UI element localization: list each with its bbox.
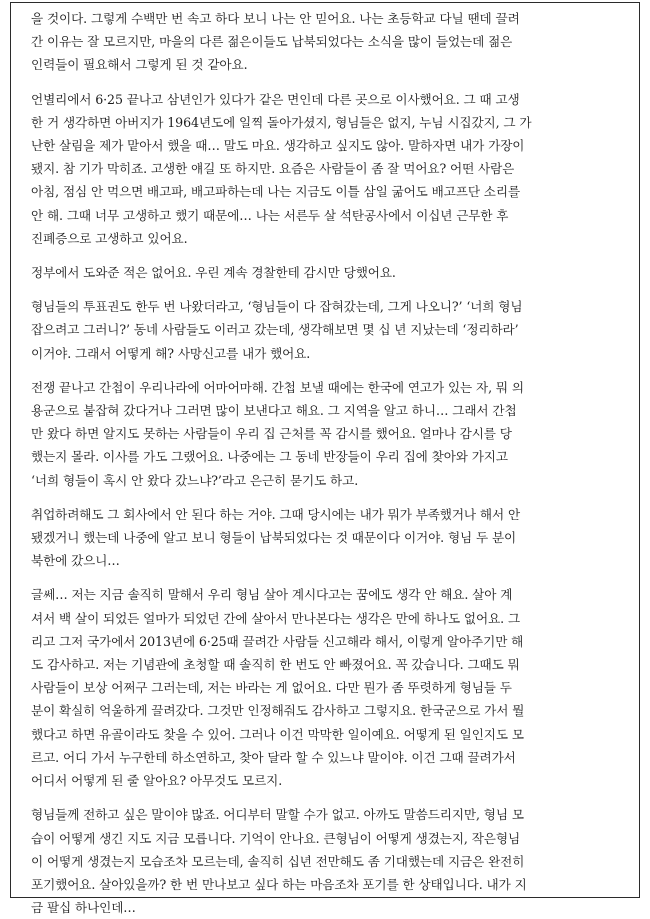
text-line: 금 팔십 하나인데… — [31, 900, 136, 916]
paragraph-8 — [31, 803, 627, 919]
text-line: 을 것이다. 그렇게 수백만 번 속고 하다 보니 나는 안 믿어요. 나는 초등학교 다닐 땐데 끌려 — [31, 11, 520, 26]
text-line: 언별리에서 6·25 끝나고 삼년인가 있다가 같은 면인데 다른 곳으로 이사했어요. 그 때 고생 — [31, 91, 520, 107]
text-line: 르고. 어디 가서 누구한테 하소연하고, 찾아 달라 할 수 있느냐 말이야. 이건 그때 끌려가서 — [31, 749, 516, 765]
paragraph-1 — [31, 7, 627, 77]
text-line: 용군으로 붙잡혀 갔다거나 그러면 많이 보낸다고 해요. 그 지역을 알고 하니… 그래서 간첩 — [31, 403, 517, 419]
document-page — [10, 2, 640, 916]
text-line: 했다고 하면 유골이라도 찾을 수 있어. 그러나 이건 막막한 일이예요. 어떻게 된 일인지도 모 — [31, 726, 524, 742]
paragraph-3 — [31, 261, 627, 284]
text-line: 포기했어요. 살아있을까? 한 번 만나보고 싶다 하는 마음조차 포기를 한 상태입니다. 내가 지 — [31, 876, 527, 892]
text-line: 아침, 점심 안 먹으면 배고파, 배고파하는데 나는 지금도 이틀 삼일 굶어도 배고프단 소리를 — [31, 184, 521, 200]
text-line: ‘너희 형들이 혹시 안 왔다 갔느냐?’라고 은근히 묻기도 하고. — [31, 472, 359, 488]
text-line: 난한 살림을 제가 맡아서 했을 때… 말도 마요. 생각하고 싶지도 않아. 말하자면 내가 가장이 — [31, 138, 525, 154]
text-line: 전쟁 끝나고 간첩이 우리나라에 어마어마해. 간첩 보낼 때에는 한국에 연고가 있는 자, 뭐 의 — [31, 379, 524, 395]
text-line: 취업하려해도 그 회사에서 안 된다 하는 거야. 그때 당시에는 내가 뭐가 부족했거나 해서 안 — [31, 506, 521, 522]
text-line: 진폐증으로 고생하고 있어요. — [31, 230, 188, 246]
text-line: 됐지. 참 기가 막히죠. 고생한 얘길 또 하지만. 요즘은 사람들이 좀 잘 먹어요? 어떤 사람은 — [31, 161, 515, 177]
text-line: 형님들께 전하고 싶은 말이야 많죠. 어디부터 말할 수가 없고. 아까도 말씀드리지만, 형님 모 — [31, 807, 524, 823]
text-line: 했는지 몰라. 이사를 가도 그랬어요. 나중에는 그 동네 반장들이 우리 집에 찾아와 가지고 — [31, 449, 508, 465]
text-line: 정부에서 도와준 적은 없어요. 우린 계속 경찰한테 감시만 당했어요. — [31, 265, 396, 281]
text-line: 이거야. 그래서 어떻게 해? 사망신고를 내가 했어요. — [31, 345, 311, 361]
paragraph-2 — [31, 88, 627, 250]
text-line: 북한에 갔으니… — [31, 553, 120, 569]
text-line: 안 해. 그때 너무 고생하고 했기 때문에… 나는 서른두 살 석탄공사에서 이십년 근무한 후 — [31, 207, 509, 223]
text-line: 형님들의 투표권도 한두 번 나왔더라고, ‘형님들이 다 잡혀갔는데, 그게 나오니?’ ‘너희 형님 — [31, 299, 523, 315]
paragraph-7 — [31, 583, 627, 792]
text-line: 글쎄… 저는 지금 솔직히 말해서 우리 형님 살아 계시다고는 꿈에도 생각 안 해요. 살아 계 — [31, 587, 513, 603]
text-line: 간 이유는 잘 모르지만, 마을의 다른 젊은이들도 납북되었다는 소식을 많이 들었는데 젊은 — [31, 34, 513, 50]
text-line: 도 감사하고. 저는 기념관에 초청할 때 솔직히 한 번도 안 빠졌어요. 꼭 갔습니다. 그때도 뭐 — [31, 657, 520, 673]
text-line: 이 어떻게 생겼는지 모습조차 모르는데, 솔직히 십년 전만해도 좀 기대했는데 지금은 완전히 — [31, 853, 525, 869]
text-line: 인력들이 필요해서 그렇게 된 것 같아요. — [31, 57, 248, 73]
text-line: 어디서 어떻게 된 줄 알아요? 아무것도 모르지. — [31, 773, 283, 789]
text-line: 습이 어떻게 생긴 지도 지금 모릅니다. 기억이 안나요. 큰형님이 어떻게 생겼는지, 작은형님 — [31, 830, 521, 846]
paragraph-5 — [31, 376, 627, 492]
text-line: 됐겠거니 했는데 나중에 알고 보니 형들이 납북되었다는 것 때문이다 이거야. 형님 두 분이 — [31, 530, 517, 546]
text-line: 셔서 백 살이 되었든 얼마가 되었던 간에 살아서 만나본다는 생각은 만에 하나도 없어요. 그 — [31, 610, 521, 626]
text-line: 리고 그저 국가에서 2013년에 6·25때 끌려간 사람들 신고해라 해서, 이렇게 알아주기만 해 — [31, 633, 524, 649]
text-line: 한 거 생각하면 아버지가 1964년도에 일찍 돌아가셨지, 형님들은 없지, 누님 시집갔지, 그 가 — [31, 114, 532, 130]
paragraph-6 — [31, 503, 627, 573]
paragraph-4 — [31, 295, 627, 365]
text-line: 분이 확실히 억울하게 끌려갔다. 그것만 인정해줘도 감사하고 그렇지요. 한국군으로 가서 뭘 — [31, 703, 525, 719]
text-line: 만 왔다 하면 알지도 못하는 사람들이 우리 집 근처를 꼭 감시를 했어요. 얼마나 감시를 당 — [31, 426, 512, 442]
text-line: 잡으려고 그러니?’ 동네 사람들도 이러고 갔는데, 생각해보면 몇 십 년 지났는데 ‘정리하라’ — [31, 322, 519, 338]
text-line: 사람들이 보상 어쩌구 그러는데, 저는 바라는 게 없어요. 다만 뭔가 좀 뚜렷하게 형님들 두 — [31, 680, 512, 696]
